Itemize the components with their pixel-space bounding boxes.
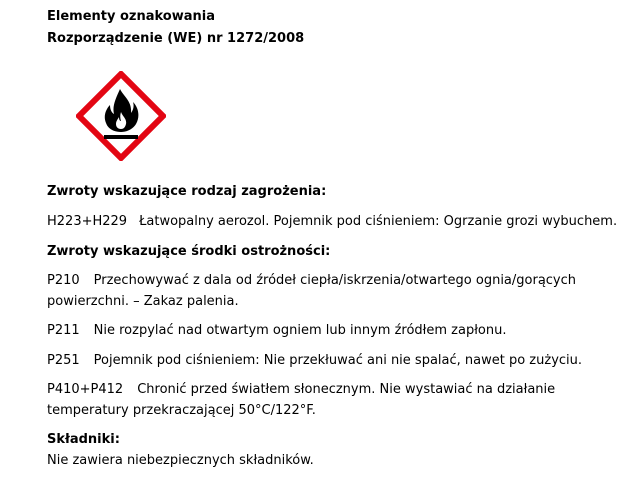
precaution-text: Przechowywać z dala od źródeł ciepła/iskrzenia/otwartego ognia/gorących [93,273,577,288]
flame-icon [76,71,166,161]
ingredients-heading: Składniki: [47,432,120,447]
hazard-heading: Zwroty wskazujące rodzaj zagrożenia: [47,184,327,199]
precaution-text: Nie rozpylać nad otwartym ogniem lub innym źródłem zapłonu. [93,323,507,338]
section-title: Elementy oznakowania [47,9,216,24]
precaution-text-continuation: powierzchni. – Zakaz palenia. [47,294,239,309]
ghs-flammable-pictogram [76,71,166,161]
precaution-code: P251 [47,353,80,368]
precaution-text-continuation: temperatury przekraczającej 50°C/122°F. [47,403,316,418]
precaution-heading: Zwroty wskazujące środki ostrożności: [47,244,331,259]
precaution-statement-row [47,380,555,400]
precaution-text: Chronić przed światłem słonecznym. Nie wystawiać na działanie [137,382,556,397]
precaution-text: Pojemnik pod ciśnieniem: Nie przekłuwać ani nie spalać, nawet po zużyciu. [93,353,583,368]
precaution-statement-row [47,351,582,371]
precaution-code: P210 [47,273,80,288]
hazard-text: Łatwopalny aerozol. Pojemnik pod ciśnieniem: Ogrzanie grozi wybuchem. [139,214,618,229]
precaution-statement-row [47,321,506,341]
hazard-code: H223+H229 [47,214,128,229]
precaution-code: P211 [47,323,80,338]
precaution-statement-row [47,271,576,291]
hazard-statement-row [47,212,617,232]
precaution-code: P410+P412 [47,382,124,397]
ingredients-text: Nie zawiera niebezpiecznych składników. [47,453,314,468]
regulation-reference: Rozporządzenie (WE) nr 1272/2008 [47,31,305,46]
